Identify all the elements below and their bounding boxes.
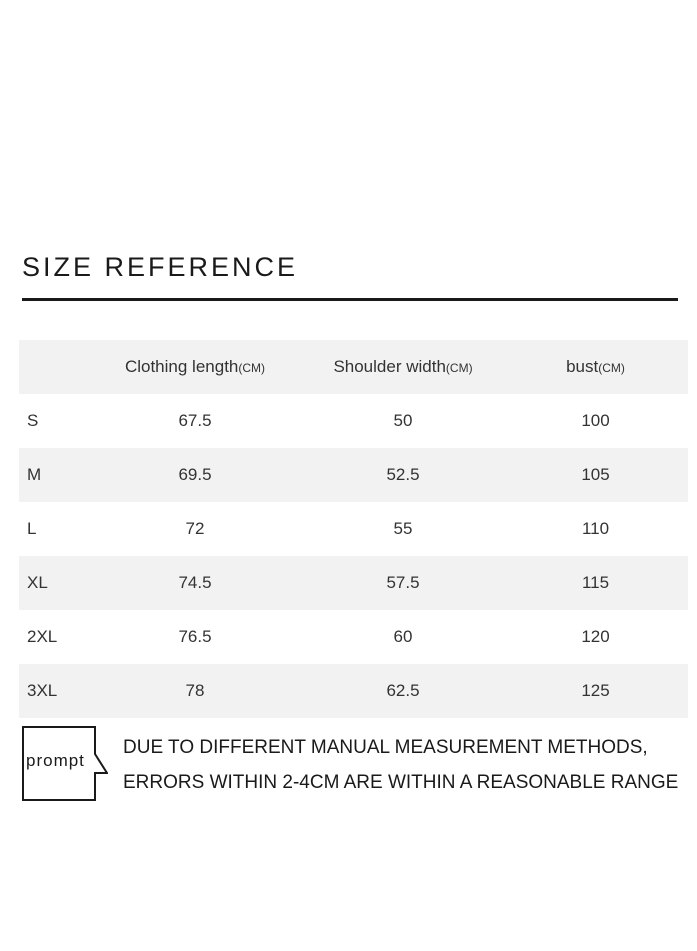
cell-clothing-length: 67.5 [178,411,212,430]
cell-bust: 115 [503,556,688,610]
prompt-callout [22,726,94,798]
title-divider [22,298,678,301]
cell-size: S [27,411,39,430]
size-table [19,340,688,718]
header-shoulder-width-label: Shoulder width [333,357,446,376]
cell-clothing-length: 76.5 [178,627,212,646]
header-bust-unit: (CM) [598,361,625,375]
cell-bust: 110 [581,519,610,538]
cell-size: 3XL [19,664,87,718]
cell-clothing-length: 74.5 [87,556,303,610]
table-row [19,610,688,664]
cell-shoulder-width: 55 [393,519,413,538]
table-row [19,394,688,448]
measurement-note-line-2: ERRORS WITHIN 2-4CM ARE WITHIN A REASONABLE RANGE [123,772,679,793]
cell-clothing-length: 69.5 [87,448,303,502]
cell-size: 2XL [27,627,58,646]
table-row [19,556,688,610]
header-clothing-length-unit: (CM) [238,361,266,375]
header-shoulder-width [303,340,503,394]
measurement-note-line-1: DUE TO DIFFERENT MANUAL MEASUREMENT METHODS, [123,737,648,758]
header-shoulder-width-unit: (CM) [445,361,473,375]
header-bust-label: bust [566,357,599,376]
cell-shoulder-width: 57.5 [303,556,503,610]
cell-size: M [19,448,87,502]
cell-clothing-length: 72 [185,519,205,538]
page-title: SIZE REFERENCE [22,252,299,282]
header-clothing-length [87,340,303,394]
measurement-note [123,730,678,800]
header-bust [503,340,688,394]
cell-shoulder-width: 50 [393,411,413,430]
cell-size: L [27,519,37,538]
cell-bust: 105 [503,448,688,502]
header-clothing-length-label: Clothing length [124,357,239,376]
table-row [19,664,688,718]
table-row [19,502,688,556]
prompt-label: prompt [26,751,85,770]
table-row [19,448,688,502]
cell-bust: 125 [503,664,688,718]
cell-clothing-length: 78 [87,664,303,718]
cell-bust: 120 [581,627,610,646]
table-header-row [19,340,688,394]
header-size [19,340,87,394]
cell-bust: 100 [581,411,610,430]
cell-shoulder-width: 60 [393,627,413,646]
cell-shoulder-width: 62.5 [303,664,503,718]
cell-shoulder-width: 52.5 [303,448,503,502]
cell-size: XL [19,556,87,610]
